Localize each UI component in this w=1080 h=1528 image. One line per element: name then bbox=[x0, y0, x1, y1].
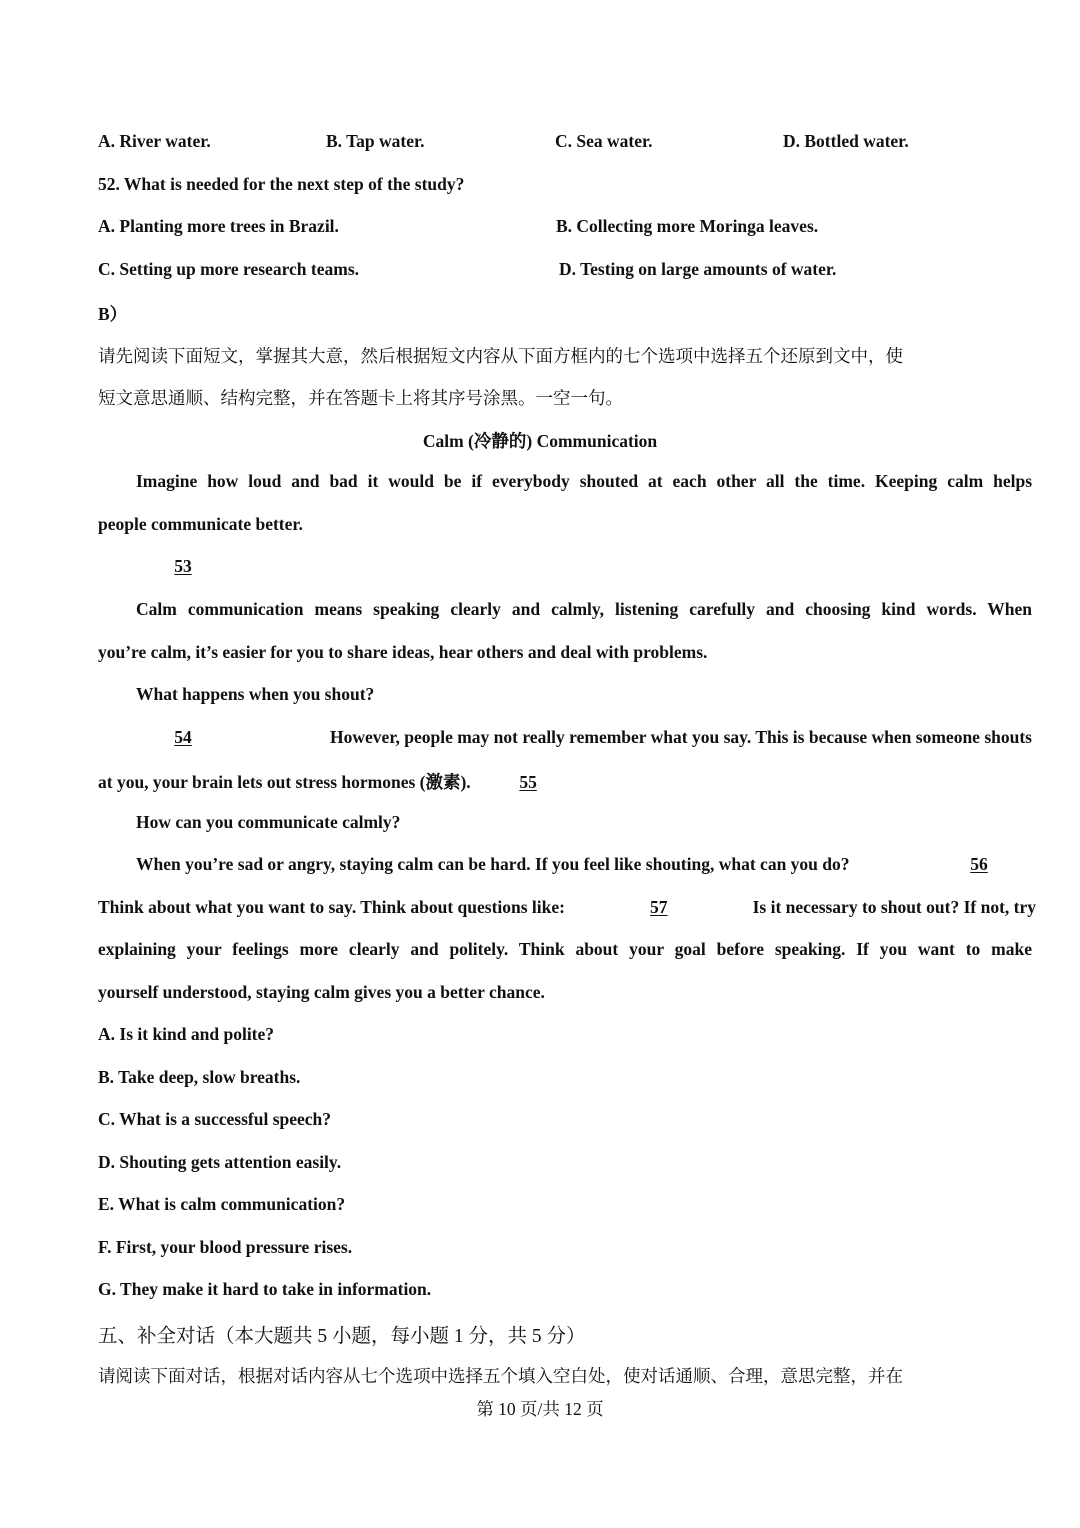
paragraph-3-line-2 bbox=[98, 769, 575, 794]
paragraph-2-line-1: Calm communication means speaking clearly and calmly, listening carefully and choosing kind words. When bbox=[136, 599, 1032, 619]
section-5-heading: 五、补全对话（本大题共 5 小题，每小题 1 分，共 5 分） bbox=[98, 1326, 586, 1347]
paragraph-1-line-2: people communicate better. bbox=[98, 514, 303, 534]
blank-53 bbox=[136, 556, 230, 577]
paragraph-3-text: However, people may not really remember what you say. This is because when someone shouts bbox=[330, 727, 1032, 747]
option-c-q51: C. Sea water. bbox=[555, 131, 653, 151]
option-f: F. First, your blood pressure rises. bbox=[98, 1237, 353, 1257]
blank-55: 55 bbox=[519, 772, 537, 792]
option-b-q51: B. Tap water. bbox=[326, 131, 425, 151]
option-e: E. What is calm communication? bbox=[98, 1194, 346, 1214]
paragraph-4-line-3: explaining your feelings more clearly and politely. Think about your goal before speaking. If you want to make bbox=[98, 939, 1032, 959]
paragraph-4-text-2: Think about what you want to say. Think about questions like: bbox=[98, 897, 565, 917]
question-52: 52. What is needed for the next step of the study? bbox=[98, 174, 465, 194]
instructions-line-1: 请先阅读下面短文，掌握其大意，然后根据短文内容从下面方框内的七个选项中选择五个还原到文中，使 bbox=[98, 346, 903, 366]
option-c-q52: C. Setting up more research teams. bbox=[98, 259, 360, 279]
option-a: A. Is it kind and polite? bbox=[98, 1024, 275, 1044]
blank-57: 57 bbox=[650, 897, 668, 917]
paragraph-4-text-3: Is it necessary to shout out? If not, try bbox=[752, 897, 1036, 917]
paragraph-4-line-4: yourself understood, staying calm gives you a better chance. bbox=[98, 982, 545, 1002]
blank-56: 56 bbox=[970, 854, 988, 874]
option-c: C. What is a successful speech? bbox=[98, 1109, 332, 1129]
option-d: D. Shouting gets attention easily. bbox=[98, 1152, 342, 1172]
blank-54: 54 bbox=[174, 727, 192, 747]
section-b-label: B） bbox=[98, 304, 128, 324]
paragraph-3-text-2: at you, your brain lets out stress hormones (激素). bbox=[98, 772, 471, 792]
subheading-shout: What happens when you shout? bbox=[136, 684, 375, 704]
paragraph-4-text-1: When you’re sad or angry, staying calm can be hard. If you feel like shouting, what can you do? bbox=[136, 854, 850, 874]
option-d-q52: D. Testing on large amounts of water. bbox=[559, 259, 837, 279]
option-a-q52: A. Planting more trees in Brazil. bbox=[98, 216, 339, 236]
instructions-line-2: 短文意思通顺、结构完整，并在答题卡上将其序号涂黑。一空一句。 bbox=[98, 388, 623, 408]
option-a-q51: A. River water. bbox=[98, 131, 211, 151]
option-g: G. They make it hard to take in information. bbox=[98, 1279, 432, 1299]
passage-title: Calm (冷静的) Communication bbox=[422, 431, 658, 451]
paragraph-2-line-2: you’re calm, it’s easier for you to share ideas, hear others and deal with problems. bbox=[98, 642, 708, 662]
option-b-q52: B. Collecting more Moringa leaves. bbox=[556, 216, 819, 236]
option-d-q51: D. Bottled water. bbox=[783, 131, 909, 151]
blank-53-number: 53 bbox=[174, 556, 192, 576]
paragraph-1-line-1: Imagine how loud and bad it would be if everybody shouted at each other all the time. Keeping calm helps bbox=[136, 471, 1032, 491]
paragraph-4-line-2 bbox=[98, 897, 1036, 918]
option-b: B. Take deep, slow breaths. bbox=[98, 1067, 301, 1087]
paragraph-4-line-1 bbox=[136, 854, 1026, 875]
subheading-calm: How can you communicate calmly? bbox=[136, 812, 401, 832]
page-footer: 第 10 页/共 12 页 bbox=[476, 1399, 604, 1419]
paragraph-3-line-1 bbox=[136, 727, 1032, 748]
section-5-instructions: 请阅读下面对话，根据对话内容从七个选项中选择五个填入空白处，使对话通顺、合理，意思完整，并在 bbox=[98, 1366, 903, 1386]
